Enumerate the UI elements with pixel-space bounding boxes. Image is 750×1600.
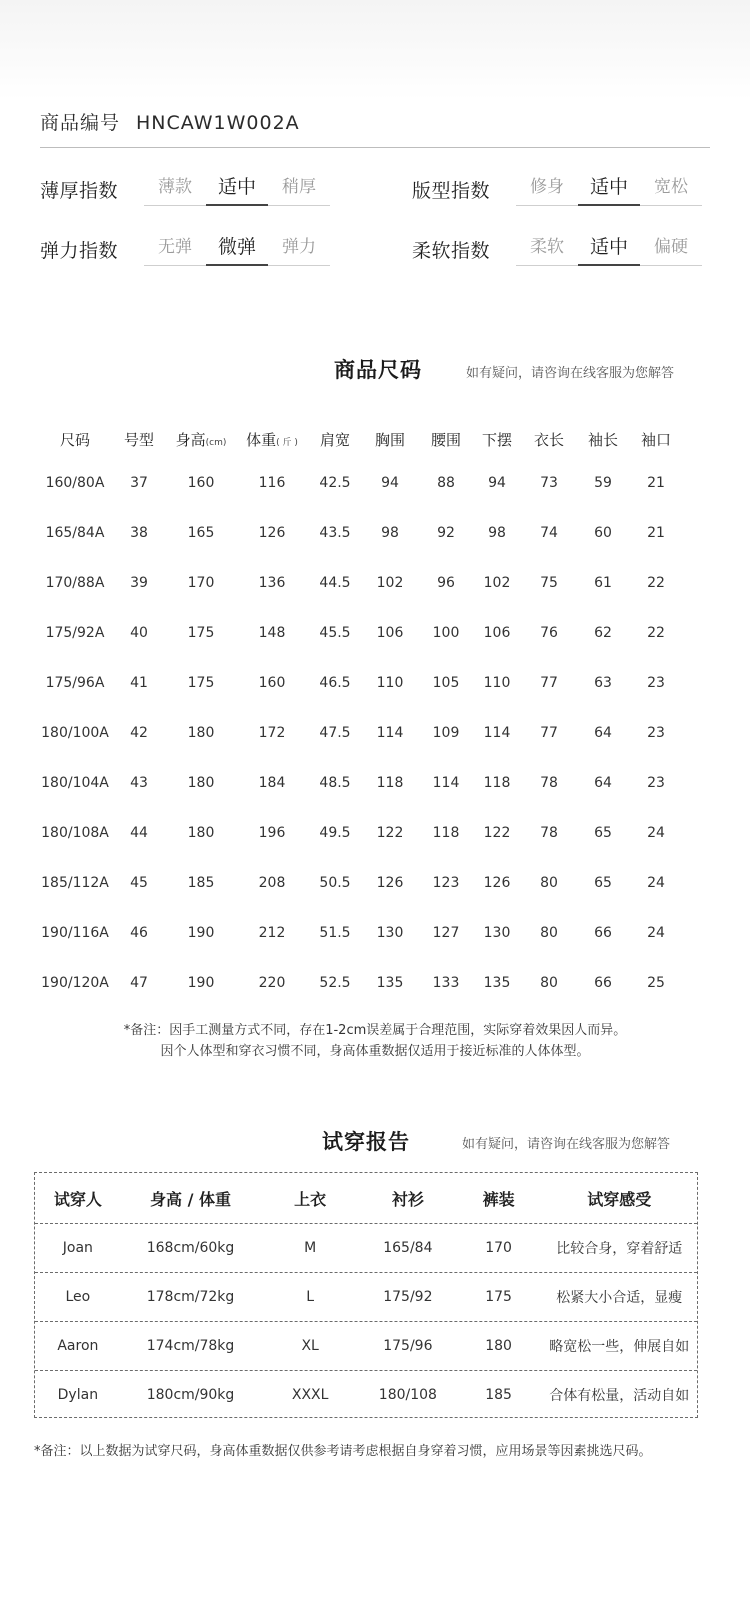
size-section-title: 商品尺码 <box>334 358 422 382</box>
table-cell: 43 <box>130 775 148 791</box>
table-cell: 175 <box>187 625 215 641</box>
table-cell: 45.5 <box>319 625 351 641</box>
index-option-selected: 适中 <box>578 172 640 205</box>
index-option: 弹力 <box>282 237 316 257</box>
table-cell: 185 <box>485 1387 512 1403</box>
weight-unit: ( 斤 ) <box>276 437 298 448</box>
table-cell: 160 <box>258 675 286 691</box>
table-cell: 41 <box>130 675 148 691</box>
table-cell: 24 <box>647 925 665 941</box>
fitting-table <box>34 1172 698 1418</box>
table-cell: 80 <box>540 975 558 991</box>
table-cell: 180 <box>187 825 215 841</box>
index-option: 偏硬 <box>654 237 688 257</box>
table-cell: 60 <box>594 525 612 541</box>
table-cell: 75 <box>540 575 558 591</box>
index-thickness <box>40 172 330 206</box>
table-cell: 178cm/72kg <box>146 1289 235 1305</box>
table-cell: 212 <box>258 925 286 941</box>
header-cell: 肩宽 <box>319 430 350 449</box>
table-cell: 49.5 <box>319 825 351 841</box>
table-cell: 25 <box>647 975 665 991</box>
index-option: 宽松 <box>654 177 688 197</box>
table-cell: 51.5 <box>319 925 351 941</box>
size-section-note: 如有疑问，请咨询在线客服为您解答 <box>466 366 675 381</box>
table-cell: 21 <box>647 525 665 541</box>
table-cell: 114 <box>376 725 404 741</box>
table-cell: 59 <box>594 475 612 491</box>
index-options <box>516 232 702 266</box>
table-cell: 合体有松量，活动自如 <box>549 1388 690 1404</box>
table-cell: 175/96 <box>383 1338 433 1354</box>
table-cell: 175 <box>187 675 215 691</box>
product-code-value: HNCAW1W002A <box>136 112 300 134</box>
table-cell: 100 <box>432 625 460 641</box>
table-cell: 37 <box>130 475 148 491</box>
index-option: 柔软 <box>530 237 564 257</box>
table-cell: 175/96A <box>45 675 105 691</box>
table-cell: 123 <box>432 875 460 891</box>
table-cell: 180cm/90kg <box>146 1387 235 1403</box>
table-cell: 23 <box>647 775 665 791</box>
table-cell: 190 <box>187 925 215 941</box>
header-cell: 下摆 <box>481 430 512 449</box>
table-cell: 66 <box>594 925 612 941</box>
table-cell: 78 <box>540 775 558 791</box>
index-option-selected: 适中 <box>206 172 268 205</box>
table-cell: XXXL <box>291 1387 329 1403</box>
table-cell: 135 <box>483 975 511 991</box>
table-cell: 133 <box>432 975 460 991</box>
table-row <box>38 858 700 908</box>
table-cell: 126 <box>376 875 404 891</box>
table-row <box>38 658 700 708</box>
index-options <box>144 172 330 206</box>
table-cell: 24 <box>647 825 665 841</box>
table-row <box>35 1371 697 1419</box>
table-row <box>35 1224 697 1273</box>
table-row <box>38 608 700 658</box>
table-cell: 135 <box>376 975 404 991</box>
table-cell: 24 <box>647 875 665 891</box>
table-cell: 92 <box>437 525 455 541</box>
table-cell: 40 <box>130 625 148 641</box>
table-cell: 165/84A <box>45 525 105 541</box>
header-cell: 试穿人 <box>53 1189 102 1209</box>
table-cell: 80 <box>540 925 558 941</box>
table-cell: 175/92A <box>45 625 105 641</box>
table-cell: XL <box>301 1338 319 1354</box>
index-option: 薄款 <box>158 177 192 197</box>
table-cell: 170 <box>187 575 215 591</box>
index-option-selected: 微弹 <box>206 232 268 265</box>
table-cell: 126 <box>258 525 286 541</box>
header-cell: 衣长 <box>533 430 564 449</box>
header-cell: 身高 <box>175 430 206 449</box>
table-cell: 190 <box>187 975 215 991</box>
table-cell: 62 <box>594 625 612 641</box>
fitting-section-note: 如有疑问，请咨询在线客服为您解答 <box>462 1137 671 1152</box>
table-cell: 66 <box>594 975 612 991</box>
header-cell: 胸围 <box>374 430 405 449</box>
table-cell: Leo <box>65 1289 91 1305</box>
table-cell: 21 <box>647 475 665 491</box>
table-cell: 102 <box>483 575 511 591</box>
table-cell: 64 <box>594 775 612 791</box>
size-remark-line: 因个人体型和穿衣习惯不同，身高体重数据仅适用于接近标准的人体体型。 <box>160 1044 590 1059</box>
table-cell: 180/104A <box>41 775 109 791</box>
index-option: 无弹 <box>158 237 192 257</box>
header-cell: 试穿感受 <box>587 1189 652 1209</box>
header-cell: 裤装 <box>482 1189 515 1209</box>
index-option-selected: 适中 <box>578 232 640 265</box>
table-cell: 196 <box>258 825 286 841</box>
table-cell: 23 <box>647 725 665 741</box>
table-cell: 42 <box>130 725 148 741</box>
fitting-table-header <box>35 1173 697 1224</box>
table-cell: 比较合身，穿着舒适 <box>556 1241 683 1257</box>
table-cell: 106 <box>483 625 511 641</box>
index-softness <box>412 232 702 266</box>
table-row <box>38 908 700 958</box>
table-cell: 136 <box>258 575 286 591</box>
table-cell: 172 <box>258 725 286 741</box>
index-label: 弹力指数 <box>40 239 119 262</box>
table-cell: 77 <box>540 675 558 691</box>
index-label: 柔软指数 <box>412 239 491 262</box>
header-cell: 衬衫 <box>391 1189 424 1209</box>
table-row <box>38 958 700 1008</box>
table-cell: Dylan <box>57 1387 99 1403</box>
table-cell: 22 <box>647 625 665 641</box>
table-cell: 96 <box>437 575 455 591</box>
size-table-header <box>38 420 700 458</box>
table-cell: 208 <box>258 875 286 891</box>
header-cell: 身高 / 体重 <box>150 1189 232 1209</box>
header-cell: 袖长 <box>587 430 618 449</box>
table-cell: 94 <box>381 475 399 491</box>
table-cell: 106 <box>376 625 404 641</box>
top-background <box>0 0 750 100</box>
table-cell: 松紧大小合适，显瘦 <box>556 1290 683 1306</box>
table-cell: 190/116A <box>41 925 109 941</box>
table-row <box>38 808 700 858</box>
index-option: 修身 <box>530 177 564 197</box>
table-cell: 38 <box>130 525 148 541</box>
table-cell: 220 <box>258 975 286 991</box>
table-cell: 118 <box>432 825 460 841</box>
size-remark <box>0 1020 750 1062</box>
table-row <box>38 758 700 808</box>
index-label: 薄厚指数 <box>40 179 119 202</box>
index-options <box>144 232 330 266</box>
table-cell: 39 <box>130 575 148 591</box>
table-cell: 180/108 <box>378 1387 437 1403</box>
table-cell: 43.5 <box>319 525 351 541</box>
table-cell: Joan <box>62 1240 93 1256</box>
table-cell: 160 <box>187 475 215 491</box>
table-cell: 190/120A <box>41 975 109 991</box>
table-cell: 165 <box>187 525 215 541</box>
table-cell: 110 <box>483 675 511 691</box>
size-remark-line: *备注：因手工测量方式不同，存在1-2cm误差属于合理范围，实际穿着效果因人而异。 <box>123 1023 627 1038</box>
product-code-label: 商品编号 <box>40 112 121 134</box>
table-cell: 122 <box>376 825 404 841</box>
table-row <box>38 708 700 758</box>
table-cell: 76 <box>540 625 558 641</box>
table-cell: 47 <box>130 975 148 991</box>
table-cell: 180 <box>187 725 215 741</box>
product-code-row <box>40 108 710 135</box>
table-row <box>35 1322 697 1371</box>
table-cell: 46 <box>130 925 148 941</box>
table-cell: 98 <box>381 525 399 541</box>
table-cell: 184 <box>258 775 286 791</box>
table-cell: 73 <box>540 475 558 491</box>
index-elasticity <box>40 232 330 266</box>
table-cell: 114 <box>432 775 460 791</box>
header-cell: 体重 <box>246 430 277 449</box>
table-cell: 185/112A <box>41 875 109 891</box>
table-cell: 46.5 <box>319 675 351 691</box>
table-cell: 74 <box>540 525 558 541</box>
table-cell: 109 <box>432 725 460 741</box>
table-cell: 42.5 <box>319 475 351 491</box>
index-option: 稍厚 <box>282 177 316 197</box>
header-cell-height <box>166 429 236 450</box>
table-cell: 63 <box>594 675 612 691</box>
table-cell: 88 <box>437 475 455 491</box>
divider <box>40 147 710 148</box>
table-cell: 180 <box>187 775 215 791</box>
table-cell: 174cm/78kg <box>146 1338 235 1354</box>
table-cell: 65 <box>594 825 612 841</box>
table-row <box>38 558 700 608</box>
table-row <box>38 508 700 558</box>
header-cell: 腰围 <box>430 430 461 449</box>
table-cell: M <box>304 1240 317 1256</box>
header-cell: 尺码 <box>59 430 90 449</box>
table-cell: 170 <box>485 1240 512 1256</box>
table-cell: 64 <box>594 725 612 741</box>
height-unit: (cm) <box>205 437 227 448</box>
table-cell: 47.5 <box>319 725 351 741</box>
table-cell: 130 <box>483 925 511 941</box>
table-cell: 98 <box>488 525 506 541</box>
table-cell: 50.5 <box>319 875 351 891</box>
table-row <box>38 458 700 508</box>
header-cell-weight <box>236 429 308 450</box>
table-cell: 180/100A <box>41 725 109 741</box>
table-cell: 116 <box>258 475 286 491</box>
table-cell: 105 <box>432 675 460 691</box>
table-cell: 45 <box>130 875 148 891</box>
table-row <box>35 1273 697 1322</box>
table-cell: 80 <box>540 875 558 891</box>
header-cell: 袖口 <box>640 430 671 449</box>
table-cell: 160/80A <box>45 475 105 491</box>
size-table <box>38 420 700 1008</box>
table-cell: 52.5 <box>319 975 351 991</box>
table-cell: 略宽松一些，伸展自如 <box>549 1339 690 1355</box>
index-options <box>516 172 702 206</box>
table-cell: 94 <box>488 475 506 491</box>
table-cell: 44 <box>130 825 148 841</box>
index-label: 版型指数 <box>412 179 491 202</box>
size-table-body <box>38 458 700 1008</box>
table-cell: 175 <box>485 1289 512 1305</box>
fitting-section-title: 试穿报告 <box>322 1130 410 1154</box>
table-cell: 102 <box>376 575 404 591</box>
table-cell: 180/108A <box>41 825 109 841</box>
fitting-remark: *备注：以上数据为试穿尺码，身高体重数据仅供参考请考虑根据自身穿着习惯，应用场景等因素挑选尺码。 <box>34 1444 652 1459</box>
table-cell: 148 <box>258 625 286 641</box>
table-cell: 44.5 <box>319 575 351 591</box>
table-cell: 175/92 <box>383 1289 433 1305</box>
table-cell: 114 <box>483 725 511 741</box>
table-cell: 180 <box>485 1338 512 1354</box>
header-cell: 上衣 <box>294 1189 327 1209</box>
table-cell: 118 <box>483 775 511 791</box>
table-cell: 130 <box>376 925 404 941</box>
table-cell: 65 <box>594 875 612 891</box>
table-cell: 110 <box>376 675 404 691</box>
header-cell: 号型 <box>123 430 154 449</box>
table-cell: 168cm/60kg <box>146 1240 235 1256</box>
table-cell: 185 <box>187 875 215 891</box>
table-cell: 170/88A <box>45 575 105 591</box>
table-cell: Aaron <box>57 1338 99 1354</box>
table-cell: 61 <box>594 575 612 591</box>
table-cell: 22 <box>647 575 665 591</box>
table-cell: L <box>306 1289 315 1305</box>
table-cell: 48.5 <box>319 775 351 791</box>
table-cell: 23 <box>647 675 665 691</box>
index-fit <box>412 172 702 206</box>
table-cell: 77 <box>540 725 558 741</box>
table-cell: 118 <box>376 775 404 791</box>
table-cell: 165/84 <box>383 1240 433 1256</box>
table-cell: 127 <box>432 925 460 941</box>
table-cell: 78 <box>540 825 558 841</box>
table-cell: 126 <box>483 875 511 891</box>
table-cell: 122 <box>483 825 511 841</box>
fitting-table-body <box>35 1224 697 1419</box>
